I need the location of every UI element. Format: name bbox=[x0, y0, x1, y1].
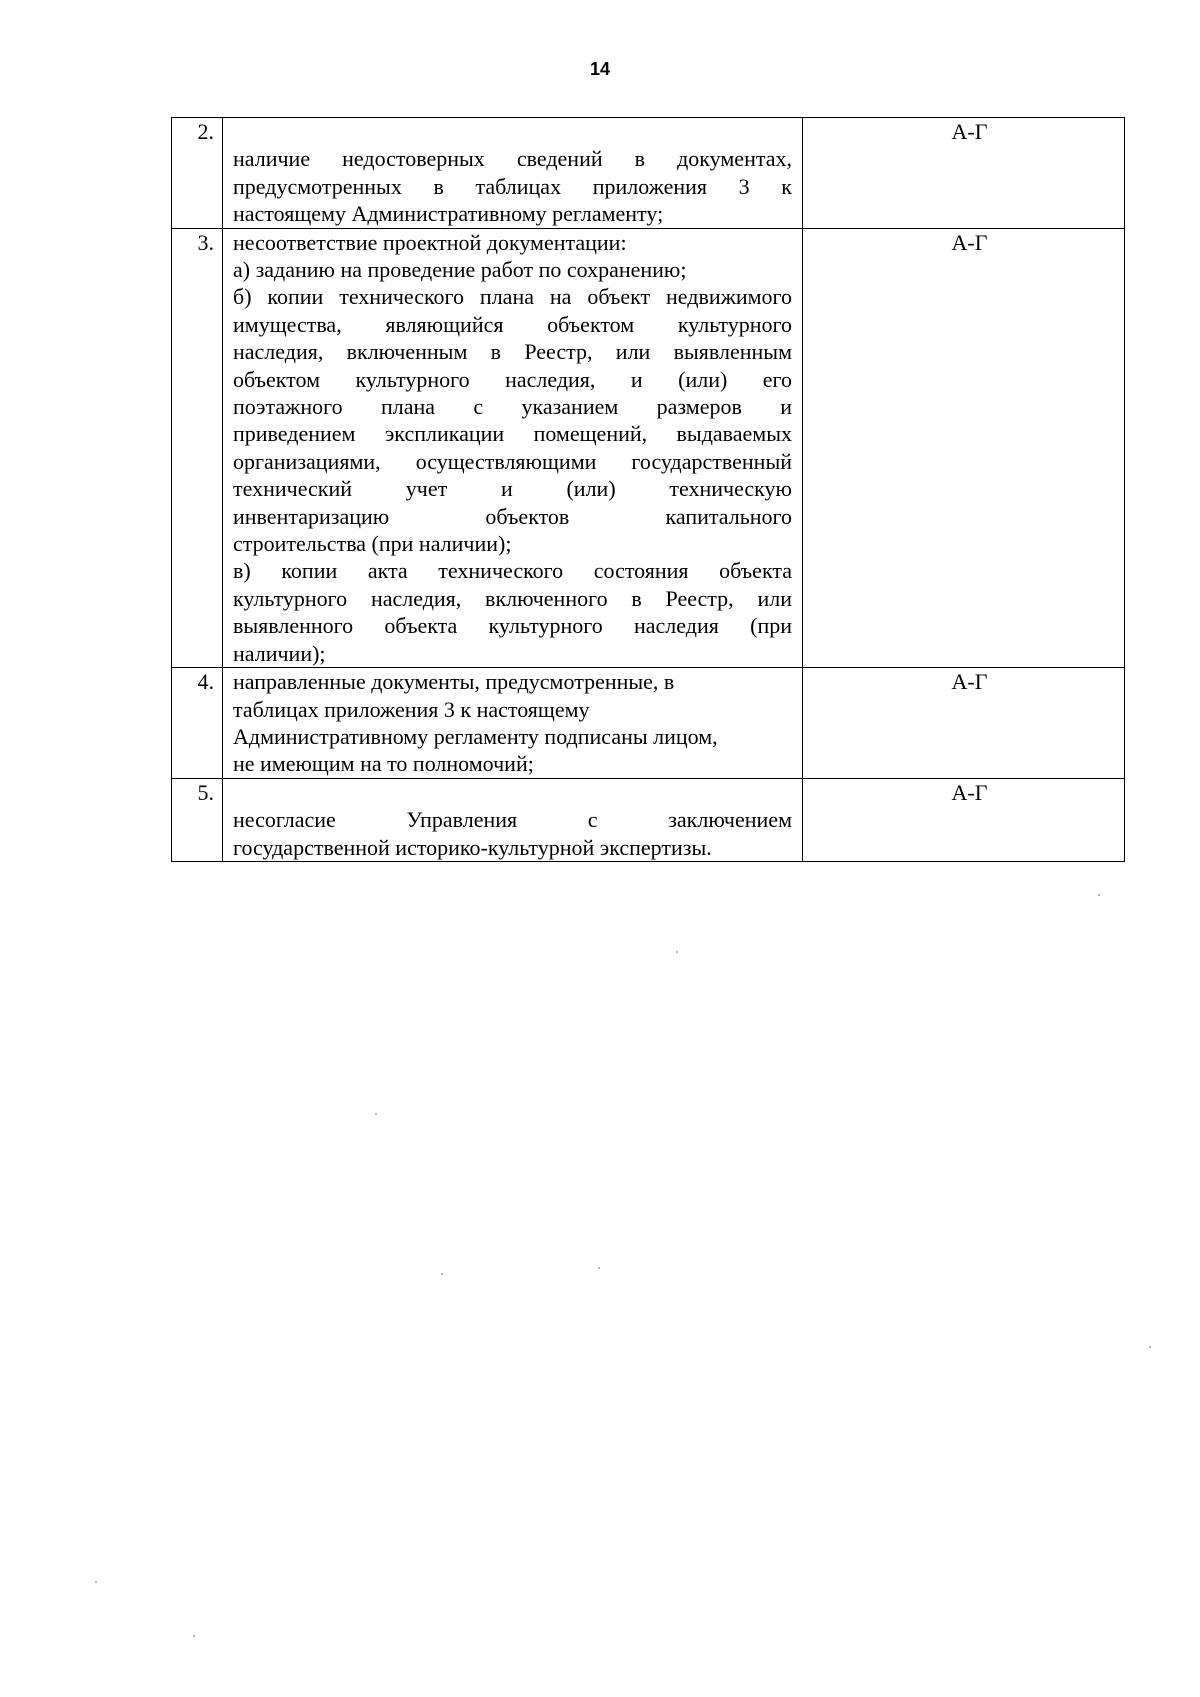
text-line: предусмотренных в таблицах приложения 3 к bbox=[233, 173, 792, 199]
text-line: не имеющим на то полномочий; bbox=[233, 751, 534, 777]
text-line: организациями, осуществляющими государственный bbox=[233, 448, 792, 474]
text-line: государственной историко-культурной экспертизы. bbox=[233, 834, 712, 860]
text-line: настоящему Административному регламенту; bbox=[233, 201, 664, 227]
row-number: 4. bbox=[172, 668, 223, 779]
scan-speck bbox=[193, 1635, 195, 1637]
text-line: наследия, включенным в Реестр, или выявленным bbox=[233, 339, 792, 365]
text-line: инвентаризацию объектов капитального bbox=[233, 503, 792, 529]
row-code: А-Г bbox=[803, 778, 1125, 861]
row-number: 3. bbox=[172, 228, 223, 668]
text-line: направленные документы, предусмотренные, в bbox=[233, 669, 675, 695]
table-row bbox=[172, 778, 1125, 861]
text-line: имущества, являющийся объектом культурного bbox=[233, 311, 792, 337]
text-line: объектом культурного наследия, и (или) его bbox=[233, 366, 792, 392]
row-code: А-Г bbox=[803, 228, 1125, 668]
row-text bbox=[223, 778, 803, 861]
scan-speck bbox=[441, 1273, 443, 1275]
row-text bbox=[223, 668, 803, 779]
row-text bbox=[223, 228, 803, 668]
text-line: несогласие Управления с заключением bbox=[233, 807, 792, 833]
text-line: поэтажного плана с указанием размеров и bbox=[233, 394, 792, 420]
scan-speck bbox=[95, 1581, 97, 1583]
text-line: таблицах приложения 3 к настоящему bbox=[233, 696, 590, 722]
row-text bbox=[223, 118, 803, 229]
text-line: строительства (при наличии); bbox=[233, 531, 512, 557]
scan-speck bbox=[1098, 894, 1100, 896]
row-code: А-Г bbox=[803, 668, 1125, 779]
text-line: наличие недостоверных сведений в документах, bbox=[233, 146, 792, 172]
scan-speck bbox=[676, 951, 678, 953]
row-number: 5. bbox=[172, 778, 223, 861]
grounds-table bbox=[171, 117, 1125, 862]
text-line: а) заданию на проведение работ по сохранению; bbox=[233, 257, 687, 283]
scan-speck bbox=[375, 1113, 377, 1115]
scan-speck bbox=[598, 1267, 600, 1269]
scan-speck bbox=[1149, 1346, 1151, 1348]
text-line: б) копии технического плана на объект недвижимого bbox=[233, 284, 792, 310]
text-line: в) копии акта технического состояния объекта bbox=[233, 558, 792, 584]
text-line: Административному регламенту подписаны лицом, bbox=[233, 723, 718, 749]
text-line: приведением экспликации помещений, выдаваемых bbox=[233, 421, 792, 447]
text-line: культурного наследия, включенного в Реестр, или bbox=[233, 585, 792, 611]
text-line: несоответствие проектной документации: bbox=[233, 229, 627, 255]
page-number: 14 bbox=[589, 59, 611, 79]
table-row bbox=[172, 228, 1125, 668]
text-line: технический учет и (или) техническую bbox=[233, 476, 792, 502]
row-code: А-Г bbox=[803, 118, 1125, 229]
row-number: 2. bbox=[172, 118, 223, 229]
table-row bbox=[172, 118, 1125, 229]
table-row bbox=[172, 668, 1125, 779]
text-line: наличии); bbox=[233, 640, 326, 666]
text-line: выявленного объекта культурного наследия (при bbox=[233, 613, 792, 639]
